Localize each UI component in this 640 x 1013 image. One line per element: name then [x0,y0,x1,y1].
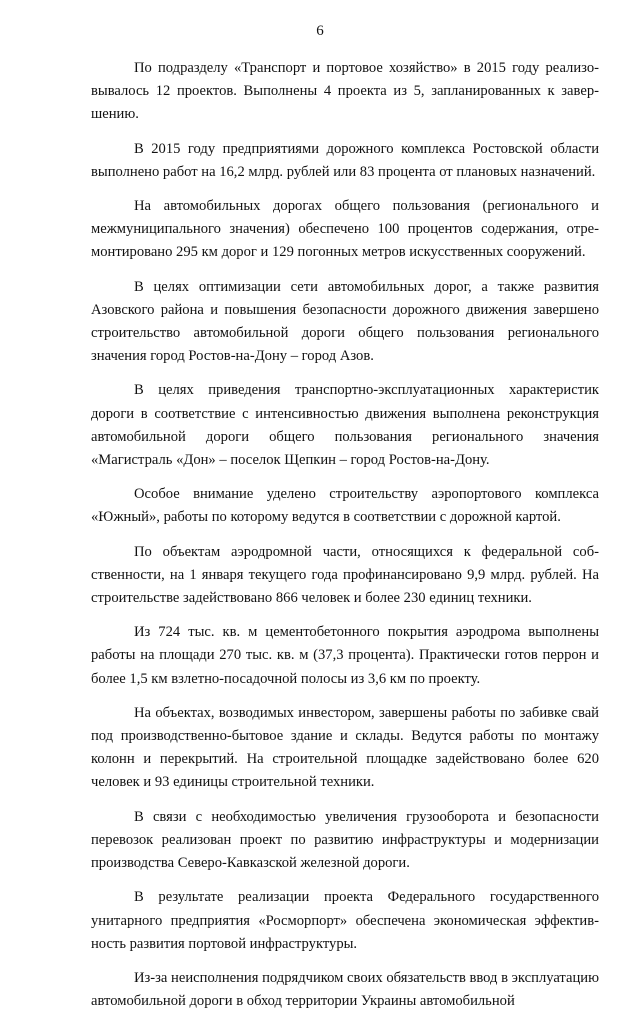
paragraph-runway-coverage: Из 724 тыс. кв. м цементобетонного покрытия аэродрома выполнены работы на площади 270 тыс. кв. м (37,3 процента). Практически готов перрон и более 1,5 км взлетно-посадочной полосы из 3,6 км по проекту. [91,624,599,687]
paragraph-investor-works: На объектах, возводимых инвестором, завершены работы по забивке свай под производственно-бытовое здание и склады. Ведутся работы по монтажу колонн и перекрытий. На строительной площадке задействовано более 620 человек и 93 единицы строительной техники. [91,704,599,791]
paragraph-airfield-financing: По объектам аэродромной части, относящихся к федеральной собственности, на 1 января текущего года профинансировано 9,9 млрд. рублей. На строительстве задействовано 866 человек и более 230 единиц техники. [91,543,599,607]
page-number: 6 [316,23,324,39]
paragraph-rostov-azov-road: В целях оптимизации сети автомобильных дорог, а также развития Азовского района и повышения безопасности дорожного движения завершено строительство автомобильной дороги общего пользования регионального значения город Ростов-на-Дону – город Азов. [91,278,599,365]
body-text [91,57,599,1013]
paragraph-road-maintenance: На автомобильных дорогах общего пользования (регионального и межмуниципального значения) обеспечено 100 процентов содержания, отремонтировано 295 км дорог и 129 погонных метров искусственных сооружений. [91,198,599,261]
paragraph-yuzhny-airport: Особое внимание уделено строительству аэропортового комплекса «Южный», работы по которому ведутся в соответствии с дорожной картой. [91,486,599,526]
paragraph-rosmorport: В результате реализации проекта Федерального государственного унитарного предприятия «Росморпорт» обеспечена экономическая эффективность развития портовой инфраструктуры. [91,889,599,952]
paragraph-don-highway-reconstruction: В целях приведения транспортно-эксплуатационных характеристик дороги в соответствие с интенсивностью движения выполнена реконструкция автомобильной дороги общего пользования регионального значения «Магистраль «Дон» – поселок Щепкин – город Ростов-на-Дону. [91,382,599,469]
paragraph-road-works-volume: В 2015 году предприятиями дорожного комплекса Ростовской области выполнено работ на 16,2 млрд. рублей или 83 процента от плановых назначений. [91,140,599,180]
paragraph-transport-projects: По подразделу «Транспорт и портовое хозяйство» в 2015 году реализовывалось 12 проектов. Выполнены 4 проекта из 5, запланированных к завершению. [91,60,599,123]
paragraph-ukraine-bypass-road: Из-за неисполнения подрядчиком своих обязательств ввод в эксплуатацию автомобильной дороги в обход территории Украины автомобильной [91,969,599,1010]
paragraph-railway-infrastructure: В связи с необходимостью увеличения грузооборота и безопасности перевозок реализован проект по развитию инфраструктуры и модернизации производства Северо-Кавказской железной дороги. [91,808,599,872]
